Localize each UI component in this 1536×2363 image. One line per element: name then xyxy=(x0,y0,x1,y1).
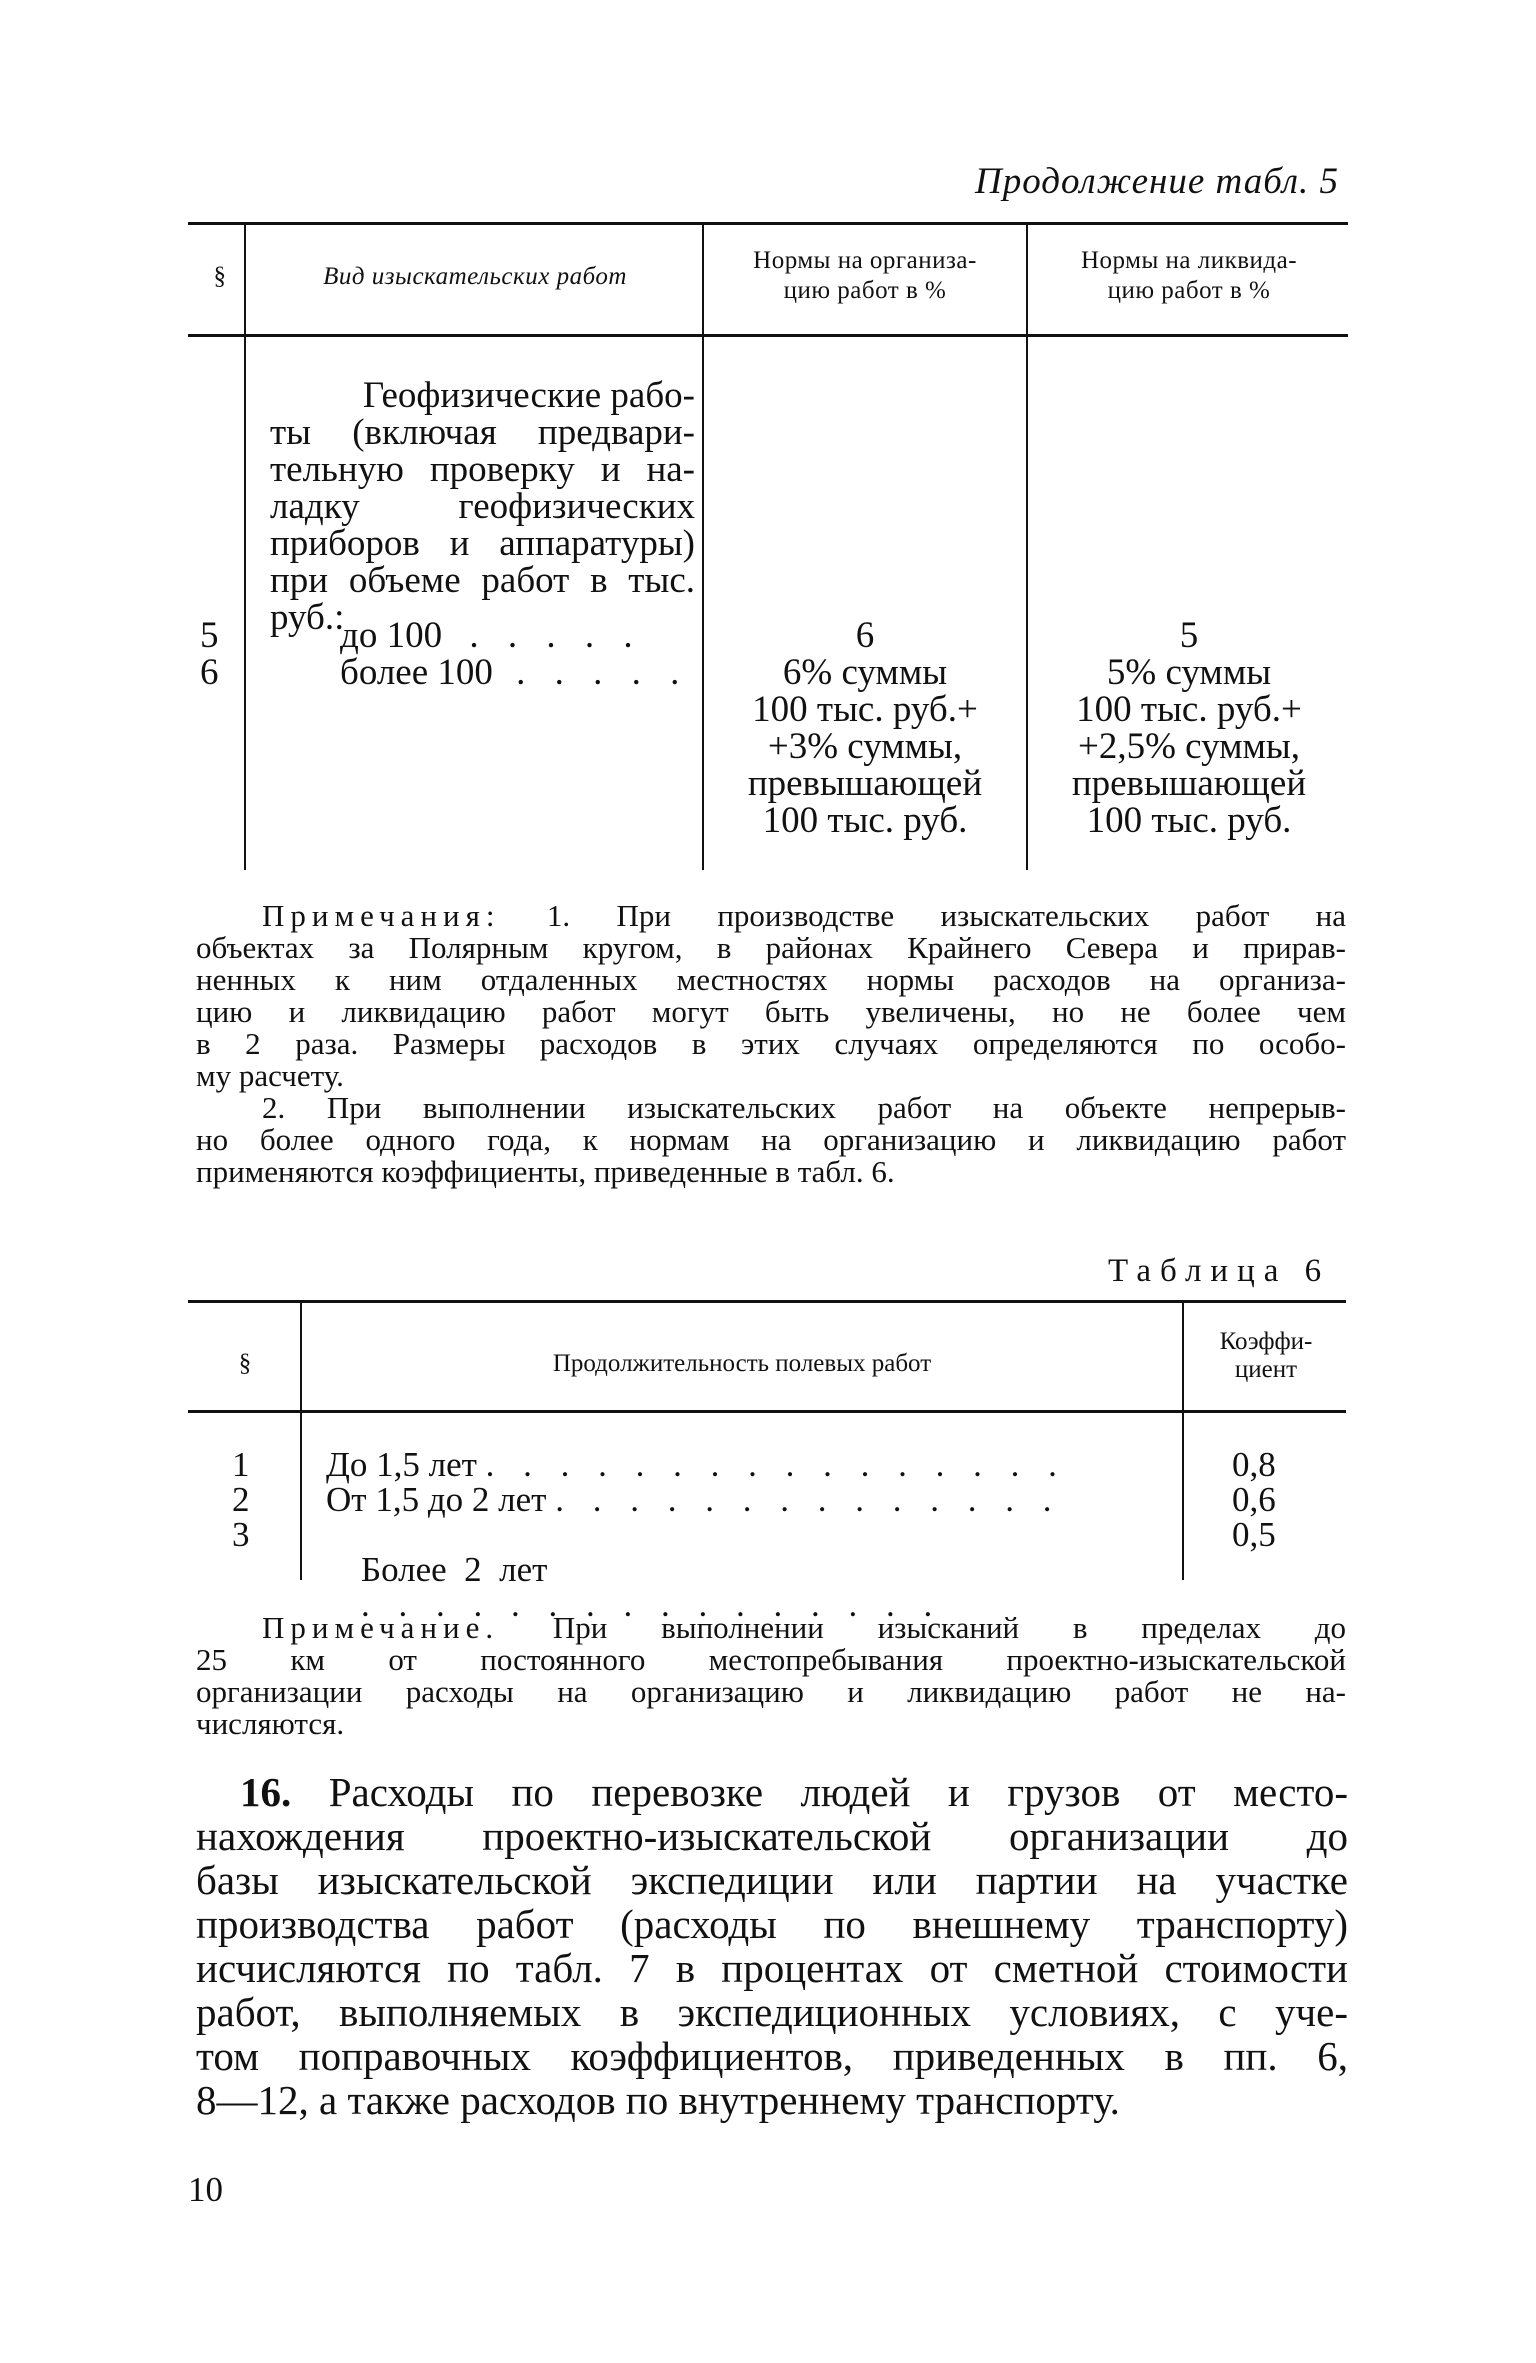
table5-header-work-type: Вид изыскательских работ xyxy=(323,263,627,290)
table5-work-description: Геофизические рабо- ты (включая предвари- тельную проверку и на- ладку геофизических приборов и аппаратуры) при объеме работ в тыс. руб.: xyxy=(270,375,695,638)
table6-header-rule xyxy=(188,1410,1346,1413)
table6-col-divider-1 xyxy=(300,1300,302,1580)
page-number: 10 xyxy=(188,2170,223,2209)
table5-header-org-norms: Нормы на организа- цию работ в % xyxy=(753,247,977,304)
table5-row-label: более 100 . . . . . xyxy=(340,652,690,693)
table6-note: Примечание. При выполнении изысканий в пределах до 25 км от постоянного местопребывания проектно-изыскательской организации расходы на организацию и ликвидацию работ не на- числяются. xyxy=(196,1610,1346,1741)
table5-col-divider-3 xyxy=(1026,222,1028,870)
table5-top-rule xyxy=(188,222,1348,225)
continuation-title: Продолжение табл. 5 xyxy=(975,161,1340,202)
table5-header-liq-norms: Нормы на ликвида- цию работ в % xyxy=(1080,247,1298,304)
table6-header-duration: Продолжительность полевых работ xyxy=(552,1350,932,1377)
table5-row-label: до 100 . . . . . xyxy=(340,615,643,656)
table6-header-section: § xyxy=(238,1350,252,1377)
table6-header-coef: Коэффи- циент xyxy=(1219,1328,1313,1383)
table5-notes: Примечания: 1. При производстве изыскательских работ на объектах за Полярным кругом, в районах Крайнего Севера и прирав- ненных к ним отдаленных местностях нормы расходов на организа- цию и ликвидацию работ могут быть увеличены, но не более чем в 2 раза. Размеры расходов в этих случаях определяются по особо- му расчету. 2. При выполнении изыскательских работ на объекте непрерыв- но более одного года, к нормам на организацию и ликвидацию работ применяются коэффициенты, приведенные в табл. 6. xyxy=(196,898,1347,1189)
table5-org-norm: 6 6% суммы 100 тыс. руб.+ +3% суммы, превышающей 100 тыс. руб. xyxy=(747,615,983,841)
table5-col-divider-2 xyxy=(702,222,704,870)
paragraph-16-body: нахождения проектно-изыскательской организации до базы изыскательской экспедиции или партии на участке производства работ (расходы по внешнему транспорту) исчисляются по табл. 7 в процентах от сметной стоимости работ, выполняемых в экспедиционных условиях, с уче- том поправочных коэффициентов, приведенных в пп. 6, 8—12, а также расходов по внутреннему транспорту. xyxy=(196,1813,1348,2123)
table5-row-section: 5 xyxy=(200,615,219,656)
table5-header-rule xyxy=(188,334,1348,337)
table6-top-rule xyxy=(188,1300,1346,1303)
table5-header-section: § xyxy=(213,263,227,290)
table5-col-divider-1 xyxy=(244,222,246,870)
table6-title: Таблица 6 xyxy=(1108,1253,1331,1289)
table5-liq-norm: 5 5% суммы 100 тыс. руб.+ +2,5% суммы, превышающей 100 тыс. руб. xyxy=(1071,615,1307,841)
table6-col-divider-2 xyxy=(1182,1300,1184,1580)
table5-row-section: 6 xyxy=(200,652,219,693)
paragraph-16: 16. Расходы по перевозке людей и грузов от место- xyxy=(240,1769,1349,1815)
